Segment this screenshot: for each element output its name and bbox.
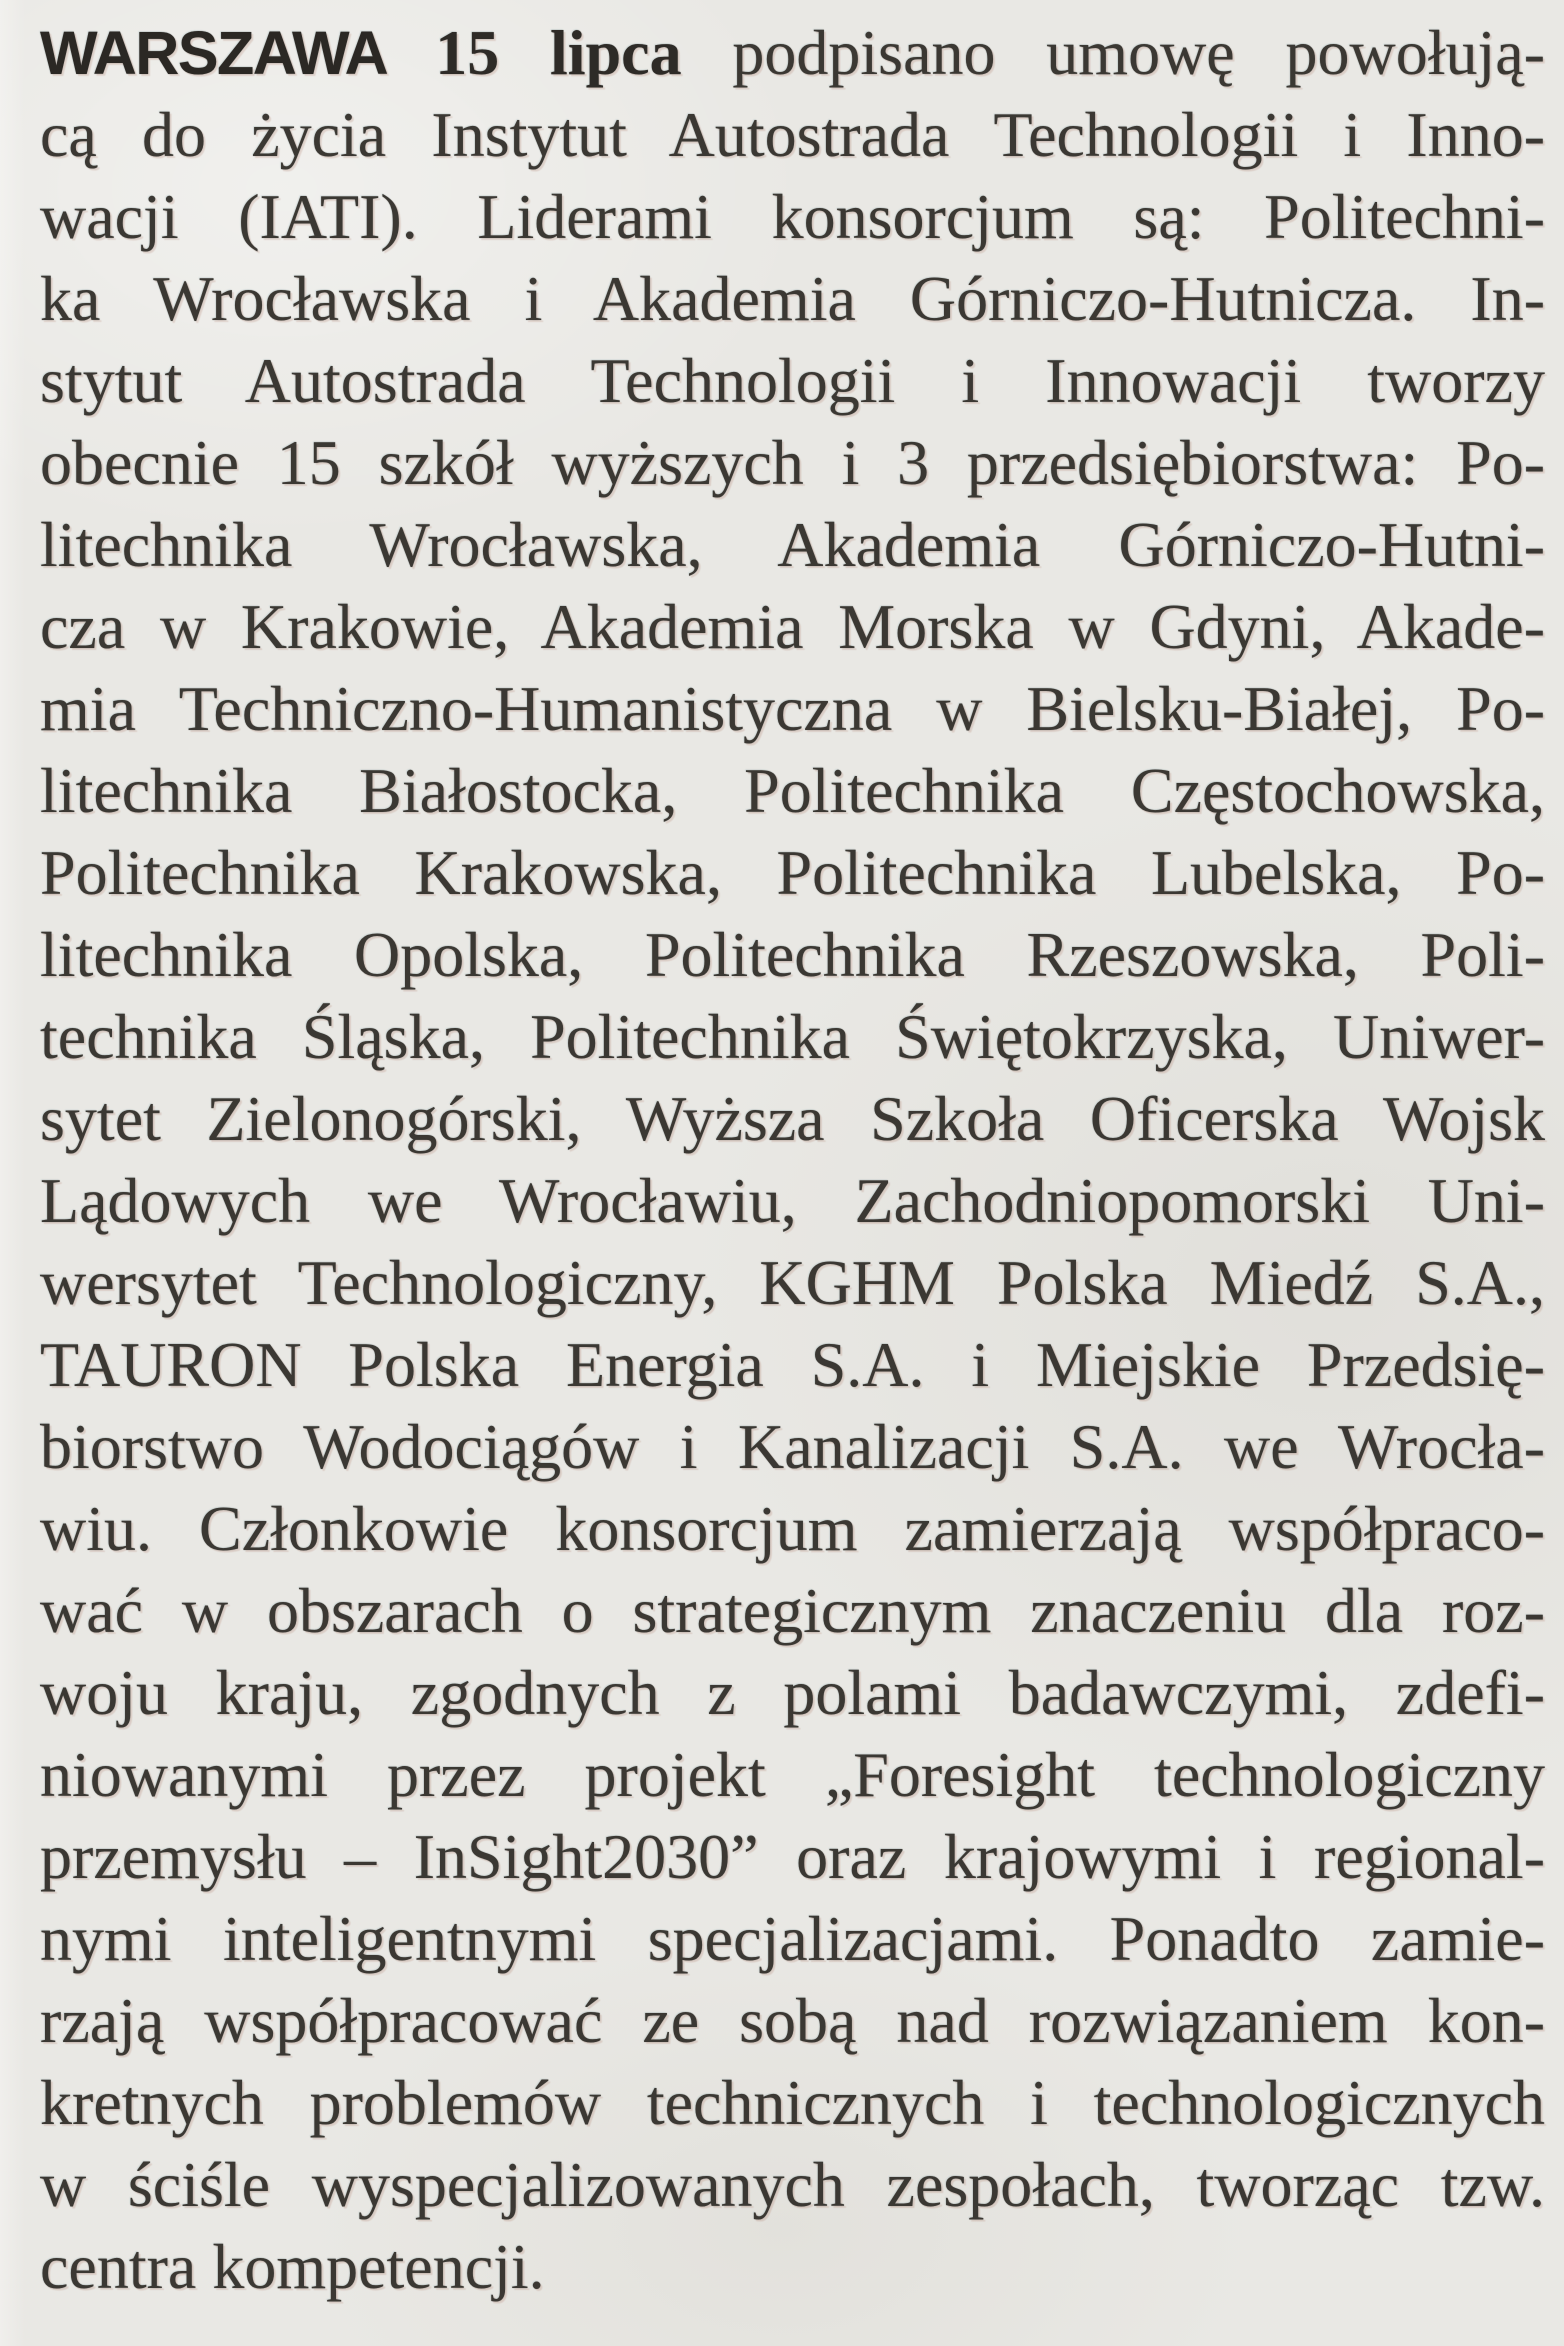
text-line: sytet Zielonogórski, Wyższa Szkoła Oficerska Wojsk xyxy=(40,1083,1545,1154)
text-line: rzają współpracować ze sobą nad rozwiązaniem kon- xyxy=(40,1985,1545,2056)
text-line: ka Wrocławska i Akademia Górniczo-Hutnicza. In- xyxy=(40,263,1545,334)
text-line: cą do życia Instytut Autostrada Technologii i Inno- xyxy=(40,99,1545,170)
text-line: Lądowych we Wrocławiu, Zachodniopomorski Uni- xyxy=(40,1165,1545,1236)
text-line: w ściśle wyspecjalizowanych zespołach, tworząc tzw. xyxy=(40,2149,1545,2220)
text-line: przemysłu – InSight2030” oraz krajowymi i regional- xyxy=(40,1821,1545,1892)
text-line: wacji (IATI). Liderami konsorcjum są: Politechni- xyxy=(40,181,1545,252)
text-line: wiu. Członkowie konsorcjum zamierzają współpraco- xyxy=(40,1493,1545,1564)
article-text xyxy=(40,12,1545,2308)
dateline-date: 15 lipca xyxy=(435,17,733,88)
dateline-row xyxy=(40,12,1545,94)
text-line: biorstwo Wodociągów i Kanalizacji S.A. we Wrocła- xyxy=(40,1411,1545,1482)
text-line: wersytet Technologiczny, KGHM Polska Miedź S.A., xyxy=(40,1247,1545,1318)
text-line: obecnie 15 szkół wyższych i 3 przedsiębiorstwa: Po- xyxy=(40,427,1545,498)
text-line: kretnych problemów technicznych i technologicznych xyxy=(40,2067,1545,2138)
text-line: TAURON Polska Energia S.A. i Miejskie Przedsię- xyxy=(40,1329,1545,1400)
text-line: podpisano umowę powołują- xyxy=(732,17,1546,88)
text-line: niowanymi przez projekt „Foresight technologiczny xyxy=(40,1739,1545,1810)
text-line: cza w Krakowie, Akademia Morska w Gdyni, Akade- xyxy=(40,591,1545,662)
text-line: litechnika Białostocka, Politechnika Częstochowska, xyxy=(40,755,1545,826)
text-line: nymi inteligentnymi specjalizacjami. Ponadto zamie- xyxy=(40,1903,1545,1974)
text-line: centra kompetencji. xyxy=(40,2231,545,2302)
text-line: woju kraju, zgodnych z polami badawczymi, zdefi- xyxy=(40,1657,1545,1728)
text-line: litechnika Opolska, Politechnika Rzeszowska, Poli- xyxy=(40,919,1545,990)
text-line: stytut Autostrada Technologii i Innowacji tworzy xyxy=(40,345,1545,416)
dateline-city: WARSZAWA xyxy=(40,19,436,87)
text-line: Politechnika Krakowska, Politechnika Lubelska, Po- xyxy=(40,837,1545,908)
text-line: litechnika Wrocławska, Akademia Górniczo-Hutni- xyxy=(40,509,1545,580)
text-line: technika Śląska, Politechnika Świętokrzyska, Uniwer- xyxy=(40,1001,1545,1072)
text-line: mia Techniczno-Humanistyczna w Bielsku-Białej, Po- xyxy=(40,673,1545,744)
text-line: wać w obszarach o strategicznym znaczeniu dla roz- xyxy=(40,1575,1545,1646)
